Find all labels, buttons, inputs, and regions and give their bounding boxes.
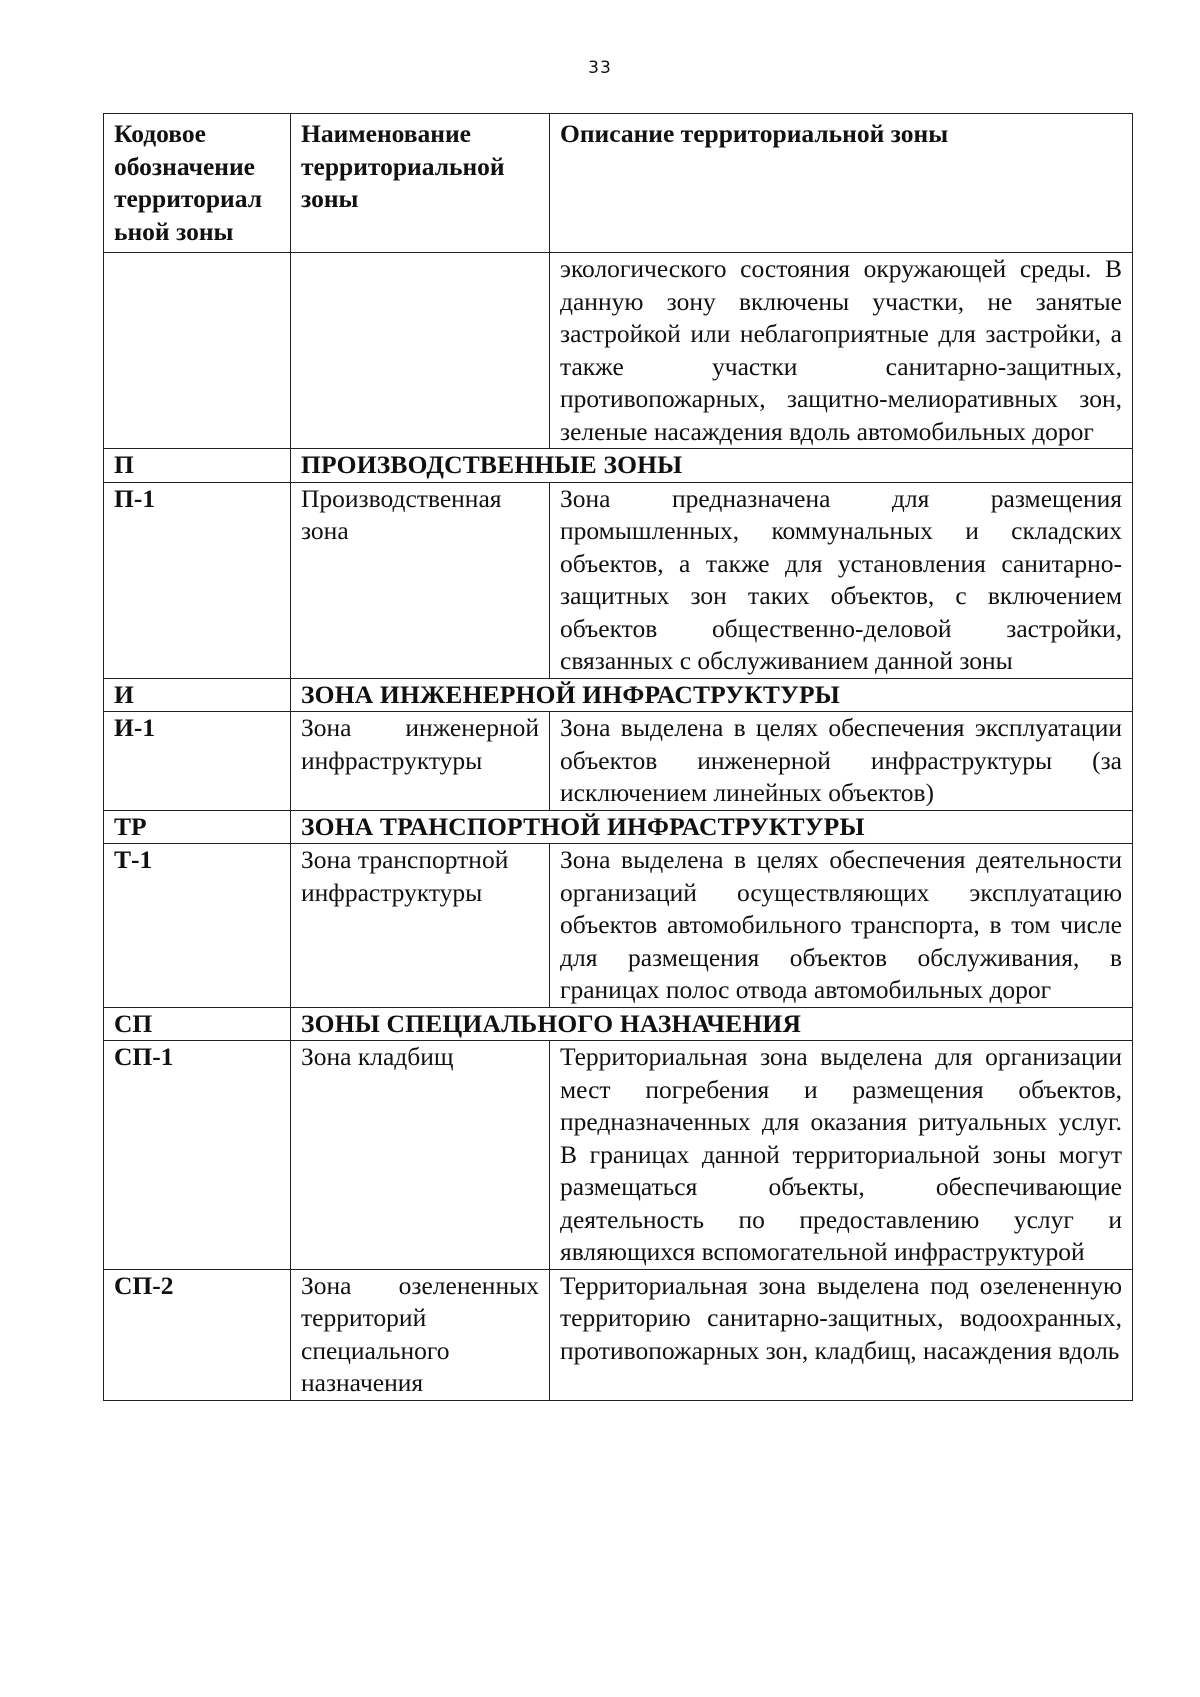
section-title: ЗОНА ИНЖЕНЕРНОЙ ИНФРАСТРУКТУРЫ: [291, 678, 1133, 712]
header-description: Описание территориальной зоны: [550, 114, 1133, 253]
section-row-tr: [104, 810, 1133, 844]
cell-description: Территориальная зона выделена для организации мест погребения и размещения объектов, предназначенных для оказания ритуальных услуг. В границах данной территориальной зоны могут размещаться объекты, обеспечивающие деятельность по предоставлению услуг и являющихся вспомогательной инфраструктурой: [550, 1041, 1133, 1270]
zones-table: [103, 113, 1133, 1401]
table-row-p-1: [104, 482, 1133, 678]
cell-code: П-1: [104, 482, 291, 678]
cell-name: Зона кладбищ: [291, 1041, 550, 1270]
section-code: СП: [104, 1007, 291, 1041]
section-code: ТР: [104, 810, 291, 844]
table-row-t-1: [104, 844, 1133, 1008]
cell-description: Зона предназначена для размещения промышленных, коммунальных и складских объектов, а также для установления санитарно-защитных зон таких объектов, с включением объектов общественно-деловой застройки, связанных с обслуживанием данной зоны: [550, 482, 1133, 678]
header-name: Наименование территориальной зоны: [291, 114, 550, 253]
cell-code: [104, 253, 291, 449]
section-row-sp: [104, 1007, 1133, 1041]
cell-description: Территориальная зона выделена под озелененную территорию санитарно-защитных, водоохранных, противопожарных зон, кладбищ, насаждения вдоль: [550, 1269, 1133, 1400]
page-number: 33: [588, 58, 612, 78]
cell-description: экологического состояния окружающей среды. В данную зону включены участки, не занятые застройкой или неблагоприятные для застройки, а также участки санитарно-защитных, противопожарных, защитно-мелиоративных зон, зеленые насаждения вдоль автомобильных дорог: [550, 253, 1133, 449]
cell-name: Производственная зона: [291, 482, 550, 678]
cell-name: Зона инженерной инфраструктуры: [291, 712, 550, 811]
section-row-p: [104, 449, 1133, 483]
cell-name: Зона озелененных территорий специального назначения: [291, 1269, 550, 1400]
table-row-continuation: [104, 253, 1133, 449]
cell-description: Зона выделена в целях обеспечения деятельности организаций осуществляющих эксплуатацию объектов автомобильного транспорта, в том числе для размещения объектов обслуживания, в границах полос отвода автомобильных дорог: [550, 844, 1133, 1008]
section-title: ПРОИЗВОДСТВЕННЫЕ ЗОНЫ: [291, 449, 1133, 483]
cell-code: Т-1: [104, 844, 291, 1008]
section-code: И: [104, 678, 291, 712]
table-row-sp-1: [104, 1041, 1133, 1270]
cell-name: Зона транспортной инфраструктуры: [291, 844, 550, 1008]
cell-code: СП-2: [104, 1269, 291, 1400]
section-row-i: [104, 678, 1133, 712]
table-row-sp-2: [104, 1269, 1133, 1400]
section-title: ЗОНА ТРАНСПОРТНОЙ ИНФРАСТРУКТУРЫ: [291, 810, 1133, 844]
table-row-i-1: [104, 712, 1133, 811]
cell-code: СП-1: [104, 1041, 291, 1270]
section-title: ЗОНЫ СПЕЦИАЛЬНОГО НАЗНАЧЕНИЯ: [291, 1007, 1133, 1041]
cell-name: [291, 253, 550, 449]
cell-description: Зона выделена в целях обеспечения эксплуатации объектов инженерной инфраструктуры (за исключением линейных объектов): [550, 712, 1133, 811]
section-code: П: [104, 449, 291, 483]
cell-code: И-1: [104, 712, 291, 811]
header-code: Кодовое обозначение территориал ьной зоны: [104, 114, 291, 253]
table-header-row: [104, 114, 1133, 253]
